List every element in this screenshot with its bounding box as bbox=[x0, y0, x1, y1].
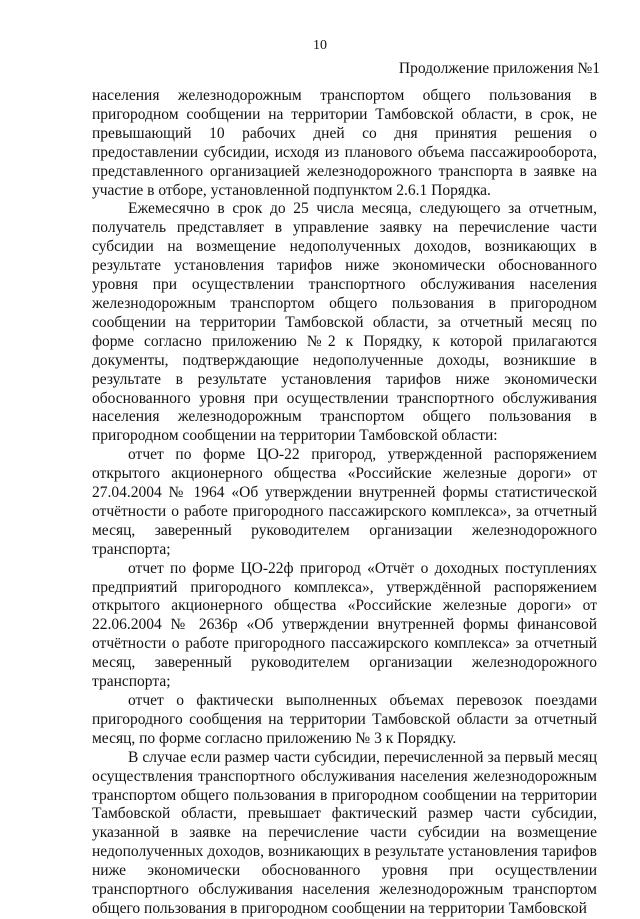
paragraph-continuation: населения железнодорожным транспортом общего пользования в пригородном сообщении на территории Тамбовской области, в срок, не превышающий 10 рабочих дней со дня принятия решения о предоставлении субсидии, исходя из планового объема пассажирооборота, представленного организацией железнодорожного транспорта в заявке на участие в отборе, установленной подпунктом 2.6.1 Порядка. bbox=[92, 87, 597, 199]
paragraph-report-volumes: отчет о фактически выполненных объемах перевозок поездами пригородного сообщения на территории Тамбовской области за отчетный месяц, по форме согласно приложению № 3 к Порядку. bbox=[92, 692, 597, 747]
paragraph-report-co22f: отчет по форме ЦО-22ф пригород «Отчёт о доходных поступлениях предприятий пригородного комплекса», утверждённой распоряжением открытого акционерного общества «Российские железные дороги» от 22.06.2004 № 2636р «Об утверждении внутренней формы финансовой отчётности о работе пригородного пассажирского комплекса» за отчетный месяц, заверенный руководителем организации железнодорожного транспорта; bbox=[92, 559, 597, 691]
paragraph-monthly-application: Ежемесячно в срок до 25 числа месяца, следующего за отчетным, получатель представляет в управление заявку на перечисление части субсидии на возмещение недополученных доходов, возникающих в результате установления тарифов ниже экономически обоснованного уровня при осуществлении транспортного обслуживания населения железнодорожным транспортом общего пользования в пригородном сообщении на территории Тамбовской области, за отчетный месяц по форме согласно приложению №2 к Порядку, к которой прилагаются документы, подтверждающие недополученные доходы, возникшие в результате в результате установления тарифов ниже экономически обоснованного уровня при осуществлении транспортного обслуживания населения железнодорожным транспортом общего пользования в пригородном сообщении на территории Тамбовской области: bbox=[92, 200, 597, 445]
paragraph-subsidy-excess: В случае если размер части субсидии, перечисленной за первый месяц осуществления транспортного обслуживания населения железнодорожным транспортом общего пользования в пригородном сообщении на территории Тамбовской области, превышает фактический размер части субсидии, указанной в заявке на перечисление части субсидии на возмещение недополученных доходов, возникающих в результате установления тарифов ниже экономически обоснованного уровня при осуществлении транспортного обслуживания населения железнодорожным транспортом общего пользования в пригородном сообщении на территории Тамбовской bbox=[92, 748, 597, 917]
document-body bbox=[92, 87, 597, 919]
paragraph-report-co22: отчет по форме ЦО-22 пригород, утвержденной распоряжением открытого акционерного общества «Российские железные дороги» от 27.04.2004 № 1964 «Об утверждении внутренней формы статистической отчётности о работе пригородного пассажирского комплекса», за отчетный месяц, заверенный руководителем организации железнодорожного транспорта; bbox=[92, 446, 597, 558]
appendix-continuation-note: Продолжение приложения №1 bbox=[398, 60, 600, 77]
page-number: 10 bbox=[313, 38, 327, 53]
